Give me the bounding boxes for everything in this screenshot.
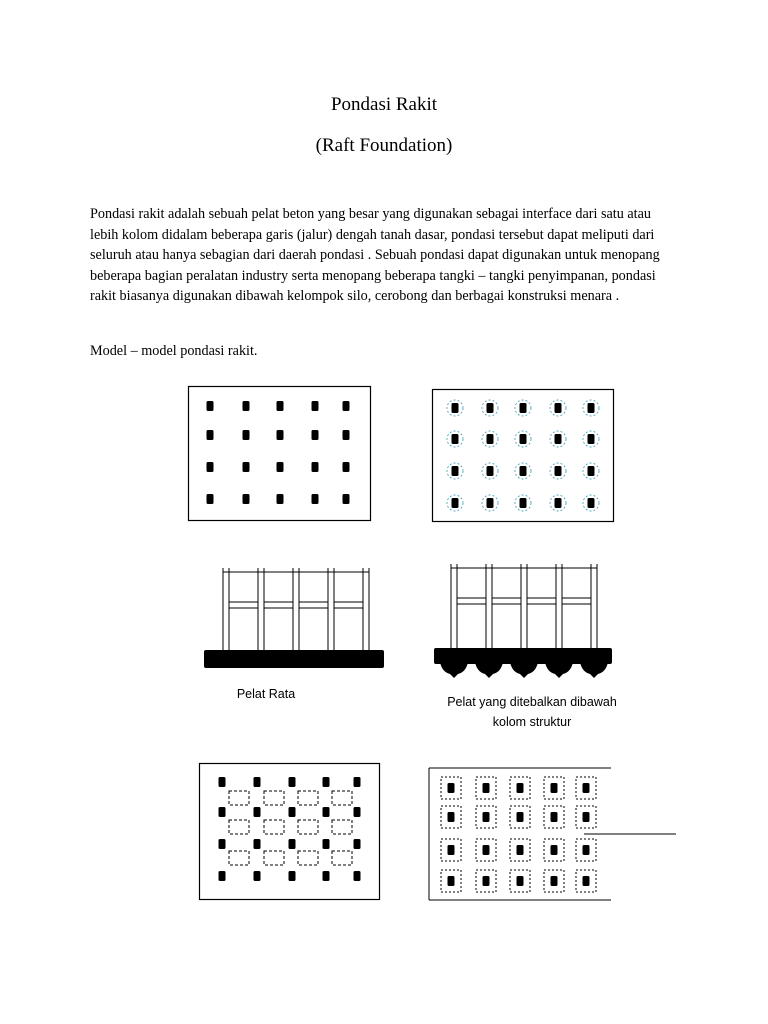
column-pad bbox=[483, 812, 490, 822]
dashed-footing-box bbox=[298, 851, 318, 865]
column-pad bbox=[323, 839, 330, 849]
column-pad bbox=[583, 783, 590, 793]
column-pad bbox=[312, 401, 319, 411]
column-pad bbox=[517, 876, 524, 886]
thickened-footing bbox=[580, 662, 608, 678]
page-subtitle: (Raft Foundation) bbox=[315, 135, 453, 156]
column-pad bbox=[219, 871, 226, 881]
column-pad bbox=[354, 807, 361, 817]
column-pad bbox=[254, 871, 261, 881]
column-pad bbox=[219, 839, 226, 849]
column-pad bbox=[555, 403, 562, 413]
plan-columns-circles-figure bbox=[432, 389, 616, 523]
column-pad bbox=[243, 401, 250, 411]
column-pad bbox=[323, 807, 330, 817]
flat-plate-elevation-figure bbox=[204, 566, 384, 670]
body-paragraph: Pondasi rakit adalah sebuah pelat beton yang besar yang digunakan sebagai interface dari satu atau lebih kolom didalam beberapa garis (jalur) dengah tanah dasar, pondasi tersebut dapat meliputi dari seluruh atau hanya sebagian dari daerah pondasi . Sebuah pondasi dapat digunakan untuk menopang beberapa bagian peralatan industry serta menopang beberapa tangki – tangki penyimpanan, pondasi rakit biasanya digunakan dibawah kelompok silo, cerobong dan berbagai konstruksi menara . bbox=[90, 206, 660, 305]
thickened-footing bbox=[440, 662, 468, 678]
dashed-footing-box bbox=[229, 791, 249, 805]
column-pad bbox=[277, 494, 284, 504]
column-pad bbox=[243, 430, 250, 440]
column-pad bbox=[452, 466, 459, 476]
thickened-footing bbox=[545, 662, 573, 678]
column-pad bbox=[354, 777, 361, 787]
column-pad bbox=[323, 871, 330, 881]
column-pad bbox=[277, 430, 284, 440]
dashed-footing-box bbox=[298, 791, 318, 805]
column-pad bbox=[254, 777, 261, 787]
column-pad bbox=[448, 812, 455, 822]
thickened-plate-caption-line1: Pelat yang ditebalkan dibawah bbox=[447, 695, 617, 709]
thickened-plate-caption bbox=[428, 692, 636, 732]
column-pad bbox=[343, 494, 350, 504]
models-heading: Model – model pondasi rakit. bbox=[90, 343, 258, 359]
column-pad bbox=[207, 462, 214, 472]
column-pad bbox=[555, 466, 562, 476]
column-pad bbox=[289, 777, 296, 787]
column-pad bbox=[277, 462, 284, 472]
column-pad bbox=[551, 812, 558, 822]
column-pad bbox=[219, 807, 226, 817]
dashed-footing-box bbox=[332, 851, 352, 865]
column-pad bbox=[588, 466, 595, 476]
column-pad bbox=[588, 434, 595, 444]
column-pad bbox=[452, 434, 459, 444]
thickened-footing bbox=[510, 662, 538, 678]
column-pad bbox=[520, 403, 527, 413]
column-pad bbox=[289, 839, 296, 849]
column-pad bbox=[588, 498, 595, 508]
column-pad bbox=[343, 462, 350, 472]
dashed-footing-box bbox=[229, 851, 249, 865]
column-pad bbox=[243, 462, 250, 472]
column-pad bbox=[487, 403, 494, 413]
column-pad bbox=[551, 783, 558, 793]
column-pad bbox=[323, 777, 330, 787]
dashed-footing-box bbox=[264, 820, 284, 834]
column-pad bbox=[289, 807, 296, 817]
column-pad bbox=[452, 403, 459, 413]
dashed-footing-box bbox=[264, 791, 284, 805]
thickened-footing bbox=[475, 662, 503, 678]
column-pad bbox=[555, 498, 562, 508]
column-pad bbox=[254, 839, 261, 849]
column-pad bbox=[520, 466, 527, 476]
plan-columns-figure bbox=[188, 386, 372, 522]
column-pad bbox=[487, 466, 494, 476]
column-pad bbox=[520, 498, 527, 508]
column-pad bbox=[312, 462, 319, 472]
column-pad bbox=[555, 434, 562, 444]
column-pad bbox=[448, 783, 455, 793]
dashed-footing-box bbox=[332, 791, 352, 805]
column-pad bbox=[207, 494, 214, 504]
column-pad bbox=[483, 783, 490, 793]
column-pad bbox=[583, 876, 590, 886]
dashed-footing-box bbox=[229, 820, 249, 834]
column-pad bbox=[583, 845, 590, 855]
column-pad bbox=[517, 812, 524, 822]
column-pad bbox=[343, 401, 350, 411]
column-pad bbox=[517, 783, 524, 793]
column-pad bbox=[551, 876, 558, 886]
column-pad bbox=[207, 401, 214, 411]
column-pad bbox=[483, 845, 490, 855]
column-pad bbox=[354, 871, 361, 881]
plan-boxed-columns-figure bbox=[428, 767, 678, 903]
dashed-footing-box bbox=[298, 820, 318, 834]
column-pad bbox=[551, 845, 558, 855]
dashed-footing-box bbox=[332, 820, 352, 834]
column-pad bbox=[448, 845, 455, 855]
page-title: Pondasi Rakit bbox=[330, 94, 438, 115]
column-pad bbox=[517, 845, 524, 855]
column-pad bbox=[243, 494, 250, 504]
column-pad bbox=[354, 839, 361, 849]
column-pad bbox=[277, 401, 284, 411]
column-pad bbox=[254, 807, 261, 817]
column-pad bbox=[289, 871, 296, 881]
column-pad bbox=[312, 430, 319, 440]
column-pad bbox=[343, 430, 350, 440]
column-pad bbox=[312, 494, 319, 504]
dashed-footing-box bbox=[264, 851, 284, 865]
thickened-plate-caption-line2: kolom struktur bbox=[492, 715, 572, 729]
column-pad bbox=[588, 403, 595, 413]
column-pad bbox=[487, 498, 494, 508]
column-pad bbox=[583, 812, 590, 822]
column-pad bbox=[448, 876, 455, 886]
plan-staggered-boxes-figure bbox=[199, 763, 381, 901]
flat-plate-caption: Pelat Rata bbox=[236, 687, 296, 701]
column-pad bbox=[487, 434, 494, 444]
column-pad bbox=[483, 876, 490, 886]
thickened-plate-elevation-figure bbox=[434, 564, 614, 682]
column-pad bbox=[452, 498, 459, 508]
column-pad bbox=[207, 430, 214, 440]
column-pad bbox=[219, 777, 226, 787]
column-pad bbox=[520, 434, 527, 444]
